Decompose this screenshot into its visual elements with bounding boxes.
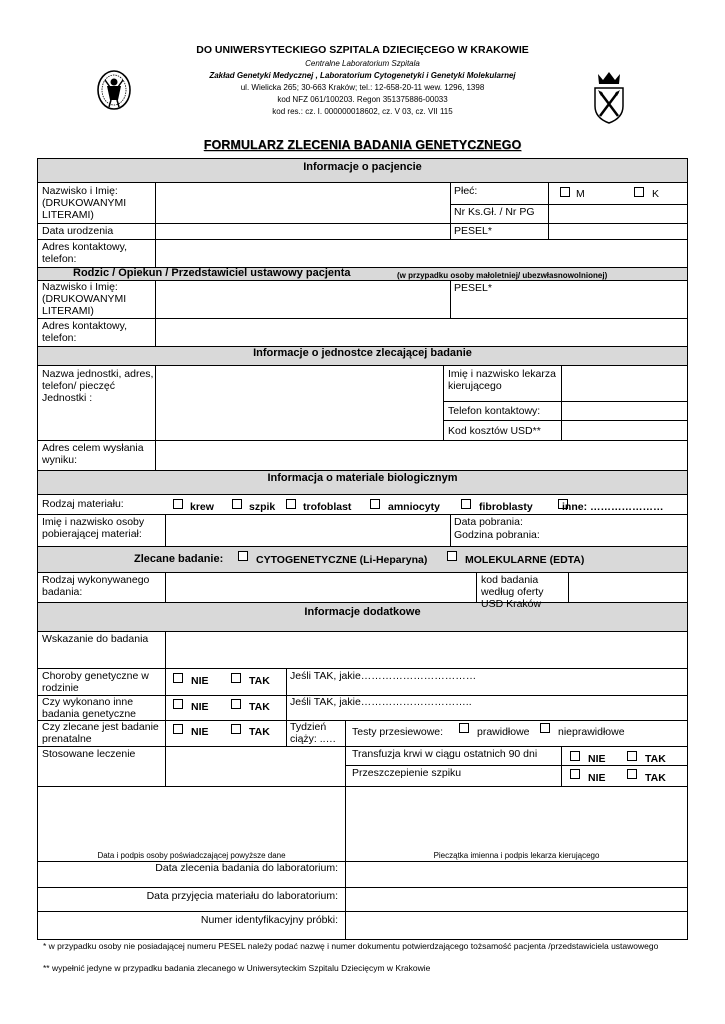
section-material-title: Informacja o materiale biologicznym <box>267 472 458 484</box>
doctor-stamp-field[interactable] <box>346 787 687 849</box>
molecular-label: MOLEKULARNE (EDTA) <box>465 554 585 566</box>
transfusion-label: Transfuzja krwi w ciągu ostatnich 90 dni <box>352 748 538 760</box>
collection-date-label: Data pobrania: <box>454 516 523 528</box>
doctor-name-field[interactable] <box>562 366 687 401</box>
sex-k-label: K <box>652 188 660 200</box>
order-date-field[interactable] <box>346 862 687 887</box>
collector-field[interactable] <box>166 515 450 546</box>
earlier-tak-label: TAK <box>249 701 270 713</box>
contact-phone-label: Telefon kontaktowy: <box>448 405 541 417</box>
patient-pesel-field[interactable] <box>549 224 687 239</box>
prenatal-tak-checkbox[interactable] <box>231 724 241 734</box>
form-title: FORMULARZ ZLECENIA BADANIA GENETYCZNEGO <box>203 138 522 152</box>
receipt-date-field[interactable] <box>346 888 687 911</box>
sex-label: Płeć: <box>454 185 478 197</box>
pregnancy-week-label: Tydzień ciąży: ..… <box>290 721 337 745</box>
attestation-signature-field[interactable] <box>38 787 345 849</box>
material-trofoblast-checkbox[interactable] <box>286 499 296 509</box>
university-crest-icon <box>592 70 626 124</box>
earlier-tests-label: Czy wykonano inne badania genetyczne <box>42 696 136 720</box>
record-number-label: Nr Ks.Gł. / Nr PG <box>454 206 535 218</box>
sex-m-label: M <box>576 188 585 200</box>
material-fibroblasty-label: fibroblasty <box>479 501 533 513</box>
transplant-label: Przeszczepienie szpiku <box>352 767 462 779</box>
family-nie-checkbox[interactable] <box>173 673 183 683</box>
earlier-nie-label: NIE <box>191 701 209 713</box>
screening-bad-label: nieprawidłowe <box>558 726 625 738</box>
codes-line: kod NFZ 061/100203. Regon 351375886-00033 <box>277 95 448 104</box>
material-amniocyty-checkbox[interactable] <box>370 499 380 509</box>
earlier-if-yes-label: Jeśli TAK, jakie………………………….. <box>290 696 472 708</box>
section-guardian-note: (w przypadku osoby małoletniej/ ubezwłasnowolnionej) <box>397 271 608 280</box>
collector-label: Imię i nazwisko osoby pobierającej materiał: <box>42 516 145 540</box>
section-guardian-title: Rodzic / Opiekun / Przedstawiciel ustawowy pacjenta <box>73 267 351 279</box>
unit-name-field[interactable] <box>156 366 443 440</box>
record-number-field[interactable] <box>549 205 687 223</box>
patient-name-field[interactable] <box>156 183 450 223</box>
department-name: Zakład Genetyki Medycznej , Laboratorium Cytogenetyki i Genetyki Molekularnej <box>209 71 516 80</box>
transplant-tak-checkbox[interactable] <box>627 769 637 779</box>
unit-name-label: Nazwa jednostki, adres, telefon/ pieczęć Jednostki : <box>42 368 154 404</box>
doctor-name-label: Imię i nazwisko lekarza kierującego <box>448 368 556 392</box>
transfusion-nie-checkbox[interactable] <box>570 751 580 761</box>
cytogenetic-label: CYTOGENETYCZNE (Li-Heparyna) <box>256 554 428 566</box>
test-type-field[interactable] <box>166 573 476 602</box>
patient-address-field[interactable] <box>156 240 687 267</box>
material-krew-label: krew <box>190 501 214 513</box>
lab-name: Centralne Laboratorium Szpitala <box>305 59 420 68</box>
result-address-field[interactable] <box>156 441 687 470</box>
transplant-nie-label: NIE <box>588 772 606 784</box>
dob-field[interactable] <box>156 224 450 239</box>
receipt-date-label: Data przyjęcia materiału do laboratorium: <box>146 890 338 902</box>
address-line: ul. Wielicka 265; 30-663 Kraków; tel.: 12-658-20-11 wew. 1296, 1398 <box>240 83 485 92</box>
contact-phone-field[interactable] <box>562 402 687 420</box>
treatment-field[interactable] <box>166 747 345 786</box>
cytogenetic-checkbox[interactable] <box>238 551 248 561</box>
patient-address-label: Adres kontaktowy, telefon: <box>42 241 128 265</box>
screening-bad-checkbox[interactable] <box>540 723 550 733</box>
material-szpik-checkbox[interactable] <box>232 499 242 509</box>
transfusion-tak-checkbox[interactable] <box>627 751 637 761</box>
transplant-tak-label: TAK <box>645 772 666 784</box>
sample-id-field[interactable] <box>346 912 687 939</box>
order-date-label: Data zlecenia badania do laboratorium: <box>155 862 338 874</box>
screening-ok-label: prawidłowe <box>477 726 530 738</box>
sex-k-checkbox[interactable] <box>634 187 644 197</box>
sample-id-label: Numer identyfikacyjny próbki: <box>200 914 338 926</box>
material-fibroblasty-checkbox[interactable] <box>461 499 471 509</box>
res-code-line: kod res.: cz. I. 000000018602, cz. V 03, cz. VII 115 <box>272 107 453 116</box>
collection-time-label: Godzina pobrania: <box>454 529 540 541</box>
cost-code-label: Kod kosztów USD** <box>448 425 541 437</box>
prenatal-nie-label: NIE <box>191 726 209 738</box>
prenatal-label: Czy zlecane jest badanie prenatalne <box>42 721 159 745</box>
hospital-logo-icon <box>96 68 132 114</box>
sex-m-checkbox[interactable] <box>560 187 570 197</box>
material-other-label: inne: ………………… <box>562 501 664 513</box>
transfusion-nie-label: NIE <box>588 753 606 765</box>
transfusion-tak-label: TAK <box>645 753 666 765</box>
cost-code-field[interactable] <box>562 421 687 440</box>
result-address-label: Adres celem wysłania wyniku: <box>42 442 144 466</box>
indication-label: Wskazanie do badania <box>42 633 149 645</box>
footnote-pesel: * w przypadku osoby nie posiadającej numeru PESEL należy podać nazwę i numer dokumentu potwierdzającego tożsamość pacjenta /przedstawiciela ustawowego <box>43 941 659 951</box>
section-additional-title: Informacje dodatkowe <box>304 606 421 618</box>
test-code-field[interactable] <box>569 573 687 602</box>
material-krew-checkbox[interactable] <box>173 499 183 509</box>
doctor-stamp-label: Pieczątka imienna i podpis lekarza kierującego <box>433 851 600 860</box>
earlier-nie-checkbox[interactable] <box>173 699 183 709</box>
test-type-label: Rodzaj wykonywanego badania: <box>42 574 150 598</box>
footnote-cost-code: ** wypełnić jedyne w przypadku badania zlecanego w Uniwersyteckim Szpitalu Dziecięcym w Krakowie <box>43 963 431 973</box>
material-szpik-label: szpik <box>249 501 276 513</box>
material-amniocyty-label: amniocyty <box>388 501 440 513</box>
ordered-test-label: Zlecane badanie: <box>134 553 224 565</box>
family-if-yes-label: Jeśli TAK, jakie…………………………… <box>290 670 477 682</box>
guardian-address-field[interactable] <box>156 319 687 346</box>
attestation-signature-label: Data i podpis osoby poświadczającej powyższe dane <box>97 851 286 860</box>
screening-label: Testy przesiewowe: <box>352 726 444 738</box>
family-disease-label: Choroby genetyczne w rodzinie <box>42 670 149 694</box>
earlier-tak-checkbox[interactable] <box>231 699 241 709</box>
family-tak-checkbox[interactable] <box>231 673 241 683</box>
dob-label: Data urodzenia <box>42 225 114 237</box>
family-tak-label: TAK <box>249 675 270 687</box>
guardian-name-field[interactable] <box>156 281 450 318</box>
institution-name: DO UNIWERSYTECKIEGO SZPITALA DZIECIĘCEGO W KRAKOWIE <box>196 44 529 56</box>
guardian-name-label: Nazwisko i Imię: (DRUKOWANYMI LITERAMI) <box>42 281 127 317</box>
indication-field[interactable] <box>166 632 687 668</box>
prenatal-tak-label: TAK <box>249 726 270 738</box>
section-unit-title: Informacje o jednostce zlecającej badanie <box>253 347 472 359</box>
section-patient-title: Informacje o pacjencie <box>303 161 422 173</box>
prenatal-nie-checkbox[interactable] <box>173 724 183 734</box>
material-trofoblast-label: trofoblast <box>303 501 352 513</box>
material-type-label: Rodzaj materiału: <box>42 498 124 510</box>
family-nie-label: NIE <box>191 675 209 687</box>
screening-ok-checkbox[interactable] <box>459 723 469 733</box>
molecular-checkbox[interactable] <box>447 551 457 561</box>
treatment-label: Stosowane leczenie <box>42 748 136 760</box>
guardian-address-label: Adres kontaktowy, telefon: <box>42 320 128 344</box>
guardian-pesel-label: PESEL* <box>454 282 492 294</box>
test-code-label: kod badania według oferty USD Kraków <box>481 574 544 610</box>
patient-pesel-label: PESEL* <box>454 225 492 237</box>
patient-name-label: Nazwisko i Imię: (DRUKOWANYMI LITERAMI) <box>42 185 127 221</box>
transplant-nie-checkbox[interactable] <box>570 769 580 779</box>
